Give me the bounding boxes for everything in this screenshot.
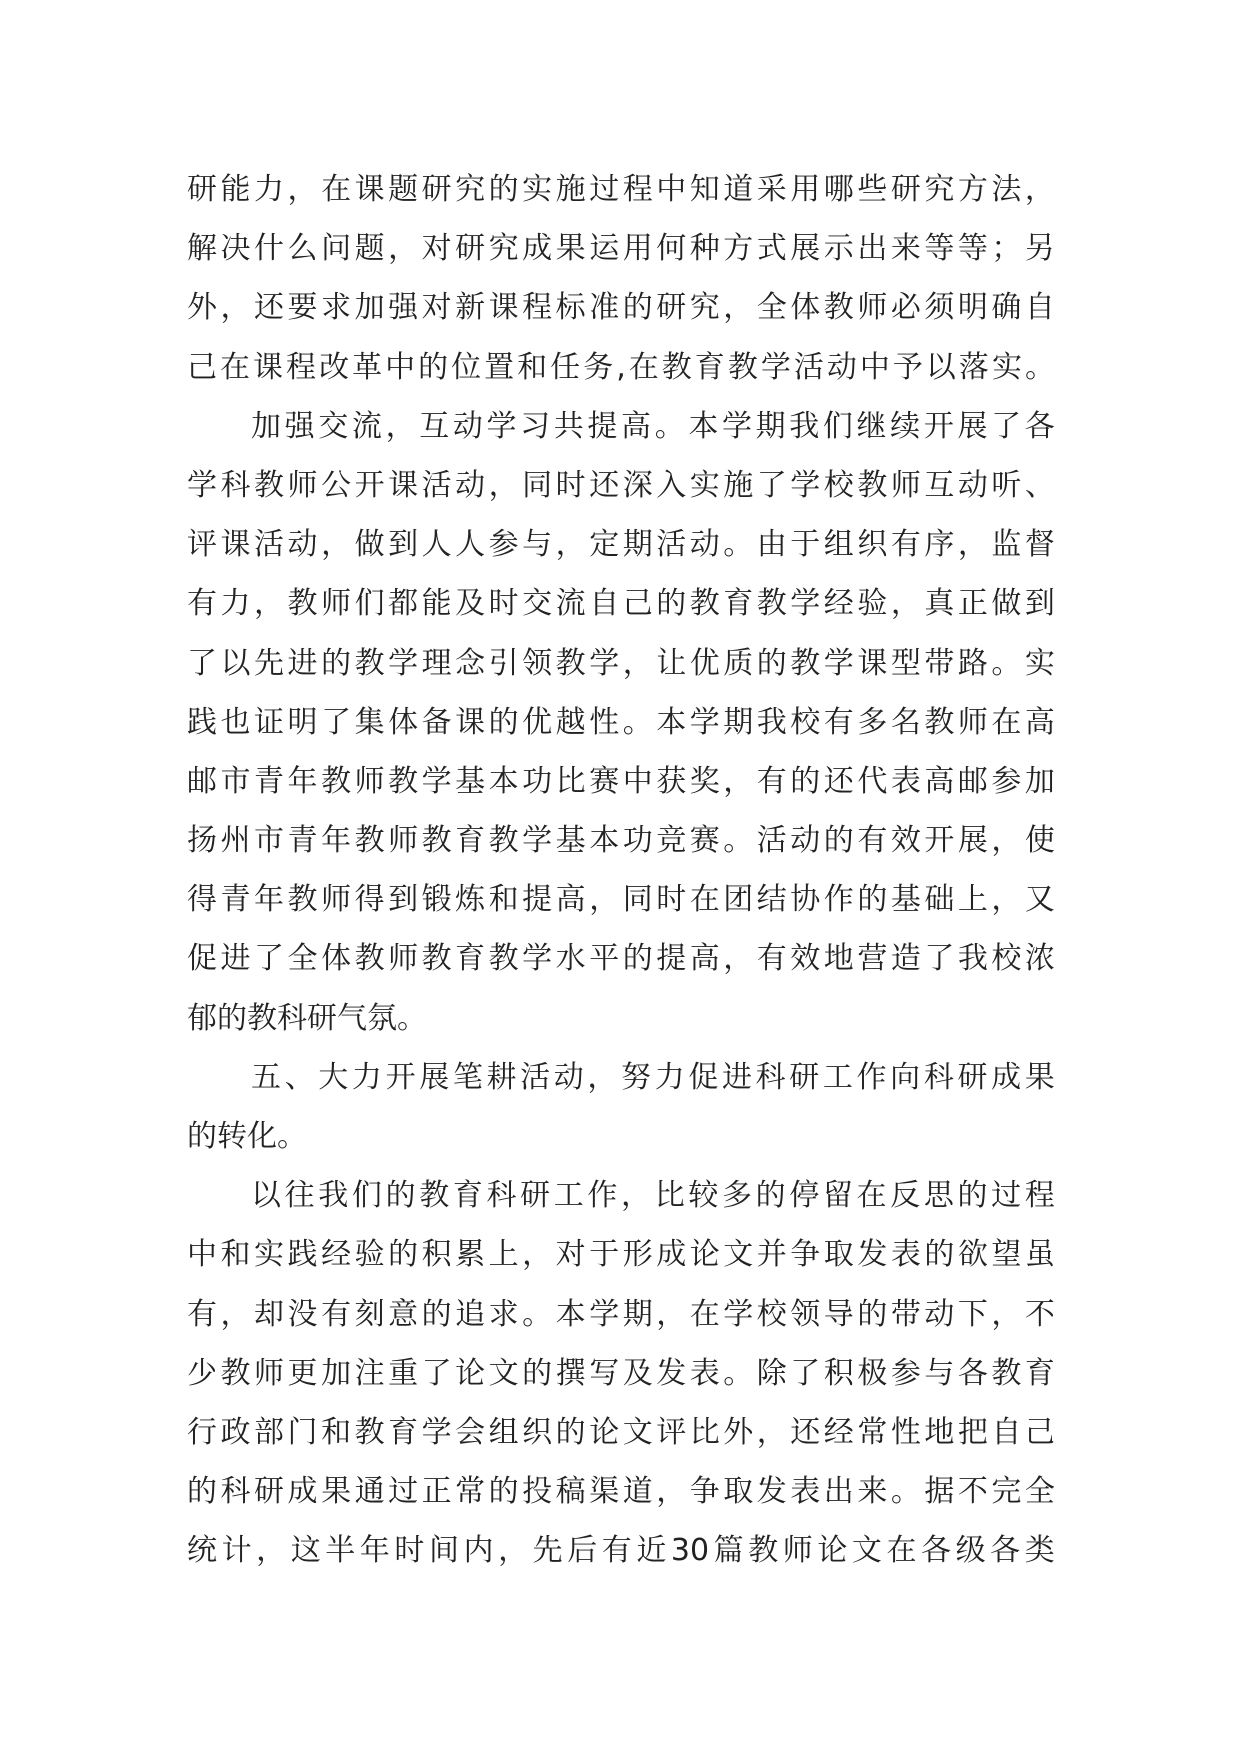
text-line: 统 计 ， 这 半 年 时 间 内 ， 先 后 有 近 30 篇 教 师 论 文 在 各 级 各 类 [187, 1533, 1055, 1569]
document-body [187, 160, 1055, 1581]
text-line: 少 教 师 更 加 注 重 了 论 文 的 撰 写 及 发 表 。 除 了 积 极 参 与 各 教 育 [187, 1355, 1055, 1391]
text-line: 邮 市 青 年 教 师 教 学 基 本 功 比 赛 中 获 奖 ， 有 的 还 代 表 高 邮 参 加 [187, 763, 1055, 799]
text-line: 践 也 证 明 了 集 体 备 课 的 优 越 性 。 本 学 期 我 校 有 多 名 教 师 在 高 [187, 704, 1055, 740]
text-line: 五 、 大 力 开 展 笔 耕 活 动 ， 努 力 促 进 科 研 工 作 向 科 研 成 果 [251, 1059, 1055, 1095]
text-line: 学 科 教 师 公 开 课 活 动 ， 同 时 还 深 入 实 施 了 学 校 教 师 互 动 听 、 [187, 467, 1055, 503]
text-line: 外 ， 还 要 求 加 强 对 新 课 程 标 准 的 研 究 ， 全 体 教 师 必 须 明 确 自 [187, 290, 1055, 326]
text-line: 解 决 什 么 问 题 ， 对 研 究 成 果 运 用 何 种 方 式 展 示 出 来 等 等 ； 另 [187, 231, 1055, 267]
text-line: 有 力 ， 教 师 们 都 能 及 时 交 流 自 己 的 教 育 教 学 经 验 ， 真 正 做 到 [187, 586, 1055, 622]
text-line: 扬 州 市 青 年 教 师 教 育 教 学 基 本 功 竞 赛 。 活 动 的 有 效 开 展 ， 使 [187, 823, 1055, 859]
text-line: 有 ， 却 没 有 刻 意 的 追 求 。 本 学 期 ， 在 学 校 领 导 的 带 动 下 ， 不 [187, 1296, 1055, 1332]
text-line: 行 政 部 门 和 教 育 学 会 组 织 的 论 文 评 比 外 ， 还 经 常 性 地 把 自 己 [187, 1414, 1055, 1450]
text-line: 以 往 我 们 的 教 育 科 研 工 作 ， 比 较 多 的 停 留 在 反 思 的 过 程 [251, 1178, 1055, 1214]
text-line: 研 能 力 ， 在 课 题 研 究 的 实 施 过 程 中 知 道 采 用 哪 些 研 究 方 法 ， [187, 172, 1055, 207]
text-line: 得 青 年 教 师 得 到 锻 炼 和 提 高 ， 同 时 在 团 结 协 作 的 基 础 上 ， 又 [187, 882, 1055, 918]
text-line: 加 强 交 流 ， 互 动 学 习 共 提 高 。 本 学 期 我 们 继 续 开 展 了 各 [251, 408, 1055, 444]
text-line: 了 以 先 进 的 教 学 理 念 引 领 教 学 ， 让 优 质 的 教 学 课 型 带 路 。 实 [187, 645, 1055, 681]
text-line: 郁的教科研气氛。 [187, 1000, 427, 1036]
text-line: 的 科 研 成 果 通 过 正 常 的 投 稿 渠 道 ， 争 取 发 表 出 来 。 据 不 完 全 [187, 1474, 1055, 1510]
text-line: 促 进 了 全 体 教 师 教 育 教 学 水 平 的 提 高 ， 有 效 地 营 造 了 我 校 浓 [187, 941, 1055, 977]
text-line: 己 在 课 程 改 革 中 的 位 置 和 任 务 , 在 教 育 教 学 活 动 中 予 以 落 实 。 [187, 349, 1055, 385]
text-line: 评 课 活 动 ， 做 到 人 人 参 与 ， 定 期 活 动 。 由 于 组 织 有 序 ， 监 督 [187, 527, 1055, 563]
text-line: 中 和 实 践 经 验 的 积 累 上 ， 对 于 形 成 论 文 并 争 取 发 表 的 欲 望 虽 [187, 1237, 1055, 1273]
text-line: 的转化。 [187, 1119, 307, 1154]
